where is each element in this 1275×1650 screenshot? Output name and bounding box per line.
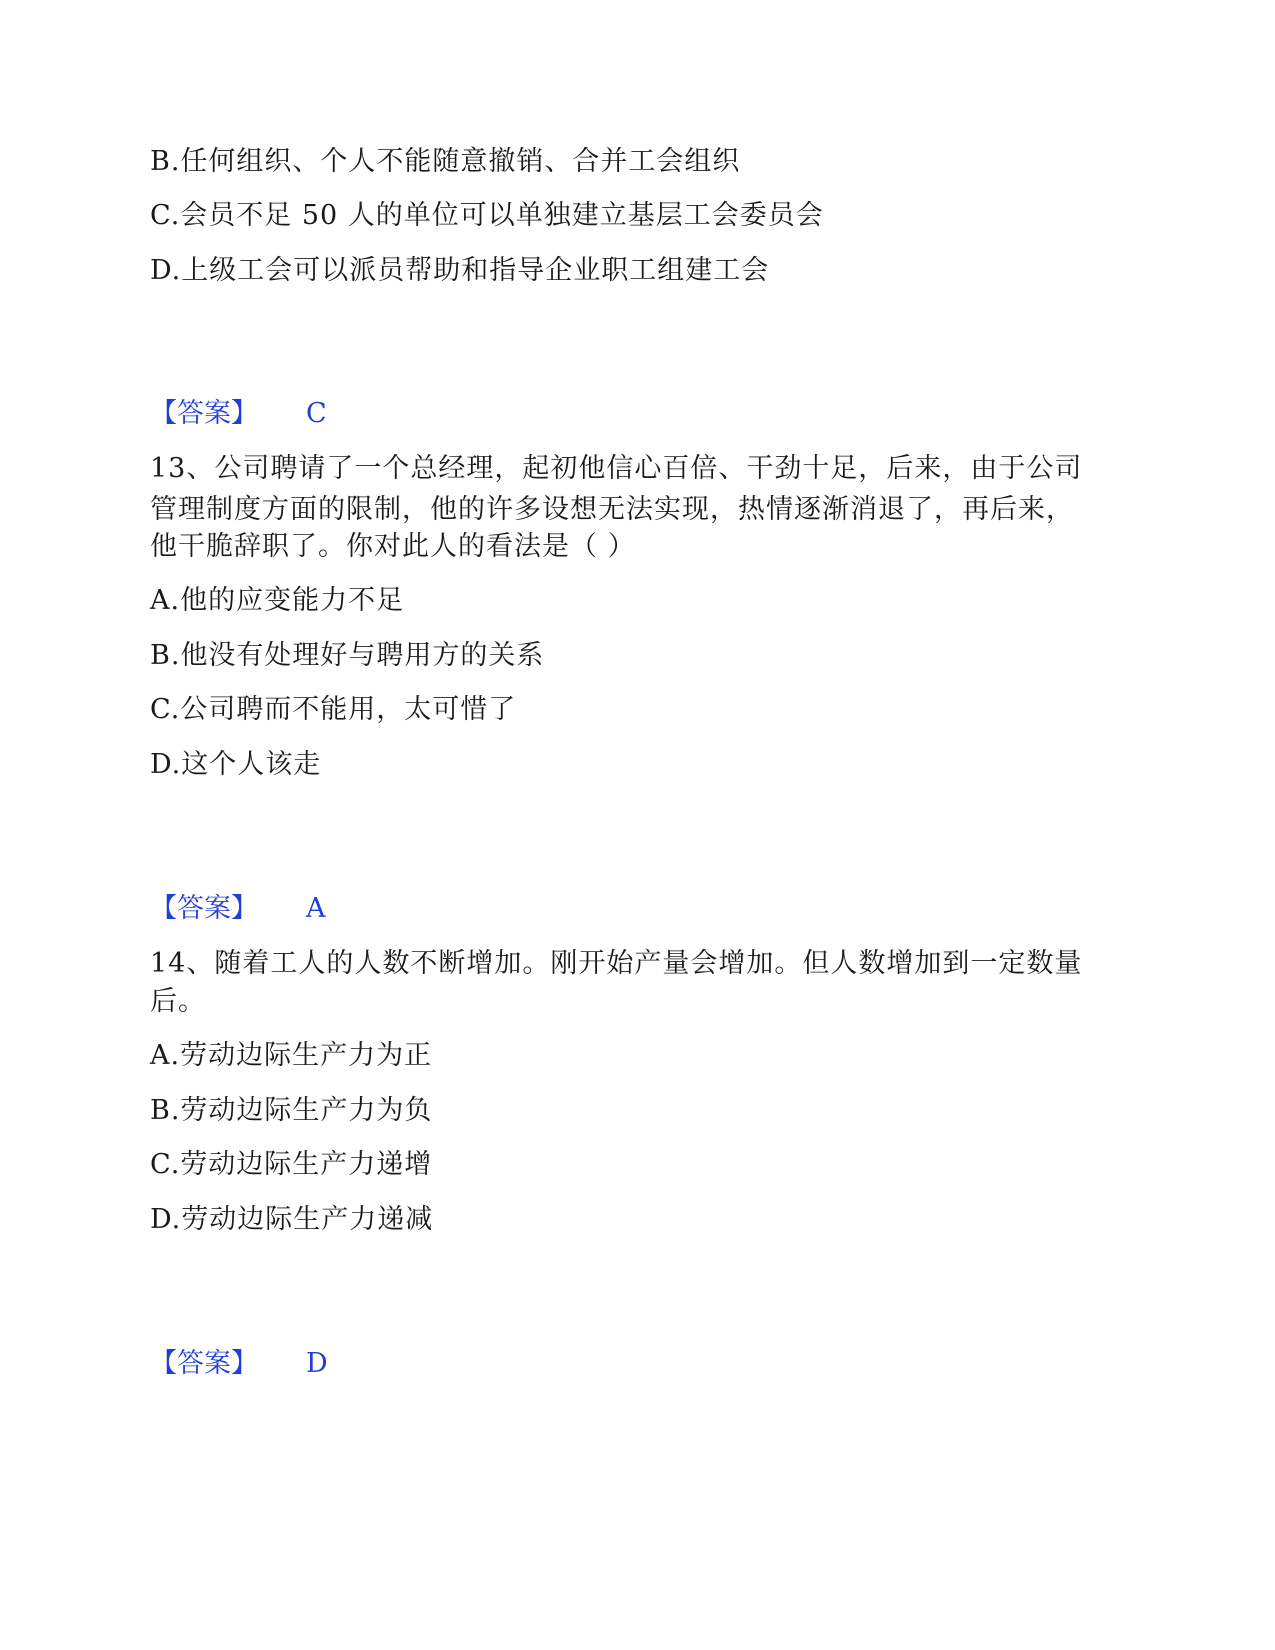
q14-answer-label: 【答案】 — [150, 1348, 258, 1379]
q14-answer — [150, 1344, 328, 1384]
q13-option-c: C.公司聘而不能用，太可惜了 — [150, 694, 517, 725]
q13-answer-value: A — [306, 893, 326, 924]
q14-option-a: A.劳动边际生产力为正 — [150, 1040, 433, 1071]
q13-stem-line-3: 他干脆辞职了。你对此人的看法是（ ） — [150, 531, 636, 562]
q13-answer — [150, 889, 326, 929]
q14-option-b: B.劳动边际生产力为负 — [150, 1095, 433, 1126]
q12-answer-value: C — [306, 398, 327, 429]
q14-option-d: D.劳动边际生产力递减 — [150, 1204, 434, 1235]
q14-stem-line-1: 14、随着工人的人数不断增加。刚开始产量会增加。但人数增加到一定数量 — [150, 948, 1083, 979]
q14-option-c: C.劳动边际生产力递增 — [150, 1149, 433, 1180]
q12-option-d: D.上级工会可以派员帮助和指导企业职工组建工会 — [150, 255, 770, 286]
q13-answer-label: 【答案】 — [150, 893, 258, 924]
q12-answer — [150, 394, 327, 434]
q13-option-b: B.他没有处理好与聘用方的关系 — [150, 640, 545, 671]
q14-answer-value: D — [306, 1348, 328, 1379]
q13-stem-line-1: 13、公司聘请了一个总经理，起初他信心百倍、干劲十足，后来，由于公司 — [150, 453, 1083, 484]
q12-option-b: B.任何组织、个人不能随意撤销、合并工会组织 — [150, 146, 741, 177]
q14-stem-line-2: 后。 — [150, 986, 206, 1017]
q13-option-d: D.这个人该走 — [150, 749, 322, 780]
q12-option-c: C.会员不足 50 人的单位可以单独建立基层工会委员会 — [150, 200, 824, 231]
q13-stem-line-2: 管理制度方面的限制，他的许多设想无法实现，热情逐渐消退了，再后来， — [150, 494, 1074, 525]
q12-answer-label: 【答案】 — [150, 398, 258, 429]
q13-option-a: A.他的应变能力不足 — [150, 585, 405, 616]
